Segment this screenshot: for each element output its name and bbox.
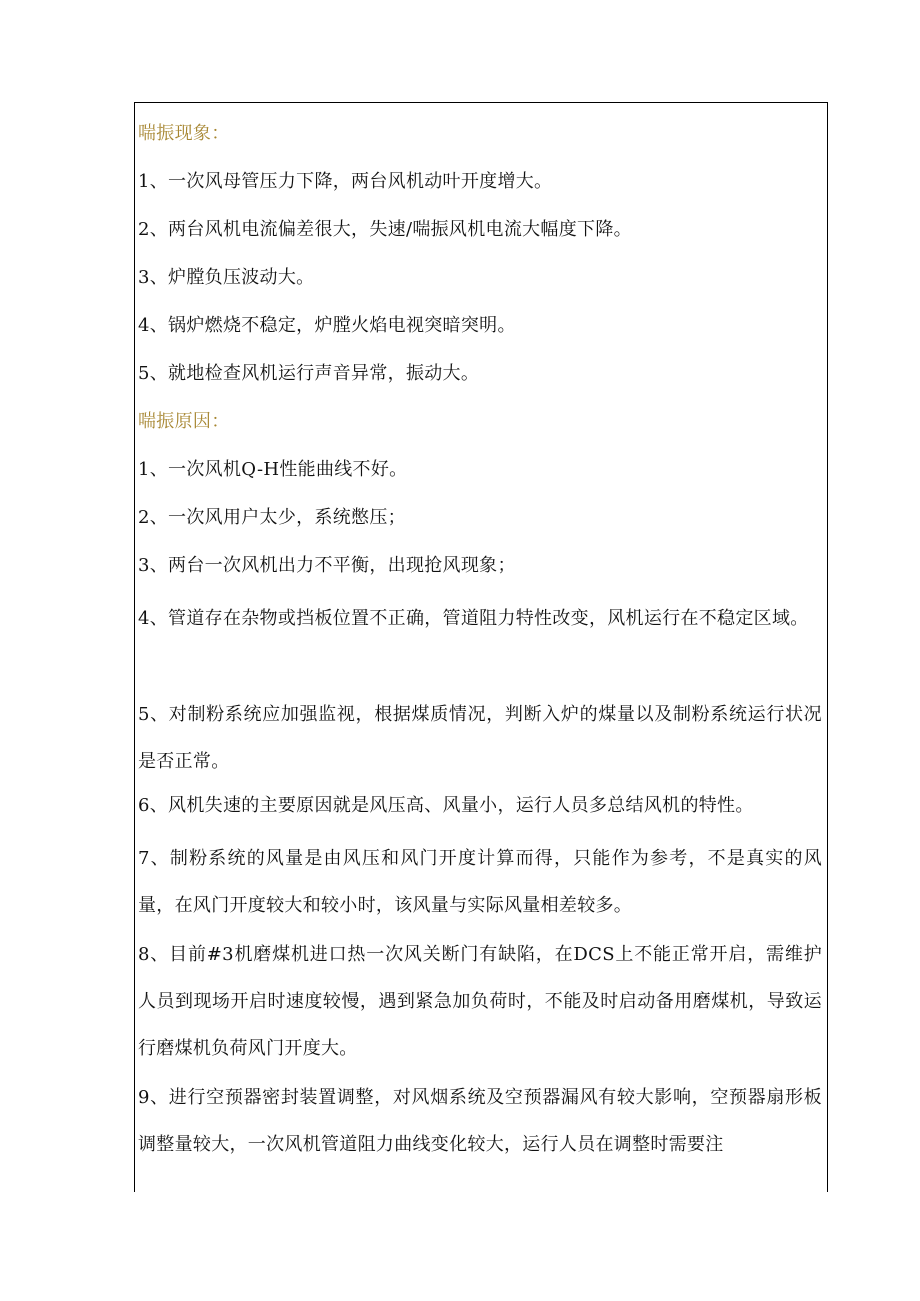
cause-item-7: 7、制粉系统的风量是由风压和风门开度计算而得，只能作为参考，不是真实的风量，在风门开度较大和较小时，该风量与实际风量相差较多。: [138, 848, 822, 916]
section-heading-phenomena: 喘振现象：: [138, 123, 230, 144]
table-cell-frame: [134, 102, 828, 1192]
cause-item-8: 8、目前#3机磨煤机进口热一次风关断门有缺陷，在DCS上不能正常开启，需维护人员到现场开启时速度较慢，遇到紧急加负荷时，不能及时启动备用磨煤机，导致运行磨煤机负荷风门开度大。: [138, 944, 822, 1059]
cause-item-9: 9、进行空预器密封装置调整，对风烟系统及空预器漏风有较大影响，空预器扇形板调整量较大，一次风机管道阻力曲线变化较大，运行人员在调整时需要注: [138, 1087, 822, 1155]
cause-item-4: 4、管道存在杂物或挡板位置不正确，管道阻力特性改变，风机运行在不稳定区域。: [138, 608, 809, 629]
phenomena-item-4: 4、锅炉燃烧不稳定，炉膛火焰电视突暗突明。: [138, 315, 516, 336]
phenomena-item-5: 5、就地检查风机运行声音异常，振动大。: [138, 363, 480, 384]
document-content: [138, 115, 822, 1170]
phenomena-item-2: 2、两台风机电流偏差很大，失速/喘振风机电流大幅度下降。: [138, 219, 632, 240]
phenomena-item-1: 1、一次风母管压力下降，两台风机动叶开度增大。: [138, 171, 553, 192]
section-heading-causes: 喘振原因：: [138, 411, 230, 432]
cause-item-3: 3、两台一次风机出力不平衡，出现抢风现象；: [138, 555, 516, 576]
cause-item-5: 5、对制粉系统应加强监视，根据煤质情况，判断入炉的煤量以及制粉系统运行状况是否正常。: [138, 704, 822, 772]
cause-item-1: 1、一次风机Q-H性能曲线不好。: [138, 459, 408, 480]
cause-item-2: 2、一次风用户太少，系统憋压；: [138, 507, 406, 528]
phenomena-item-3: 3、炉膛负压波动大。: [138, 267, 315, 288]
cause-item-6: 6、风机失速的主要原因就是风压高、风量小，运行人员多总结风机的特性。: [138, 795, 754, 816]
